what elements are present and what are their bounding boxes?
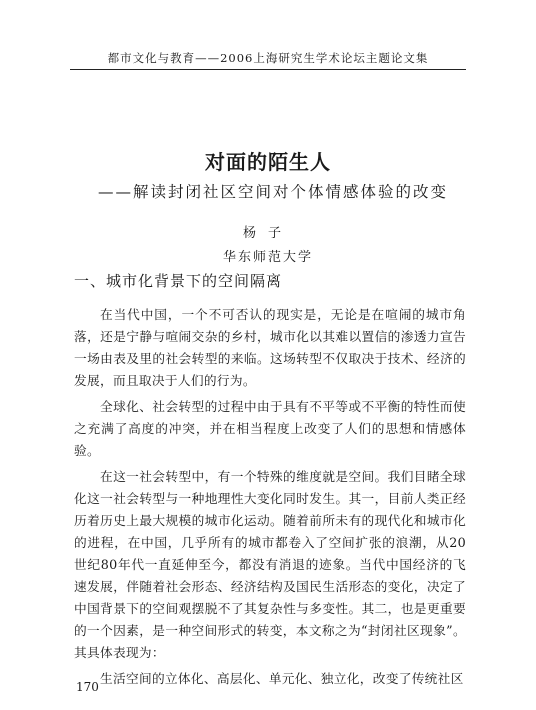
paragraph: 全球化、社会转型的过程中由于具有不平等或不平衡的特性而使之充满了高度的冲突，并在相当程度上改变了人们的思想和情感体验。 <box>74 399 466 458</box>
author-affiliation: 华东师范大学 <box>222 250 313 265</box>
section-heading: 一、城市化背景下的空间隔离 <box>74 272 283 290</box>
body-text <box>74 304 466 694</box>
author-name: 杨子 <box>242 226 293 241</box>
paragraph: 在这一社会转型中，有一个特殊的维度就是空间。我们目睹全球化这一社会转型与一种地理性大变化同时发生。其一，目前人类正经历着历史上最大规模的城市化运动。随着前所未有的现代化和城市化的进程，在中国，几乎所有的城市都卷入了空间扩张的浪潮，从20世纪80年代一直延伸至今，都没有消退的迹象。当代中国经济的飞速发展，伴随着社会形态、经济结构及国民生活形态的变化，决定了中国背景下的空间观摆脱不了其复杂性与多变性。其二，也是更重要的一个因素，是一种空间形式的转变，本文称之为“封闭社区现象”。其具体表现为： <box>74 469 466 660</box>
header-rule <box>70 69 466 70</box>
page-number: 170 <box>76 680 99 694</box>
article-subtitle: ——解读封闭社区空间对个体情感体验的改变 <box>97 183 448 201</box>
paragraph: 在当代中国，一个不可否认的现实是，无论是在喧闹的城市角落，还是宁静与喧闹交杂的乡村，城市化以其难以置信的渗透力宣告一场由表及里的社会转型的来临。这场转型不仅取决于技术、经济的发展，而且取决于人们的行为。 <box>74 307 466 388</box>
running-header: 都市文化与教育——2006上海研究生学术论坛主题论文集 <box>107 51 429 65</box>
article-title: 对面的陌生人 <box>205 150 331 174</box>
paragraph: 生活空间的立体化、高层化、单元化、独立化，改变了传统社区 <box>100 671 464 686</box>
